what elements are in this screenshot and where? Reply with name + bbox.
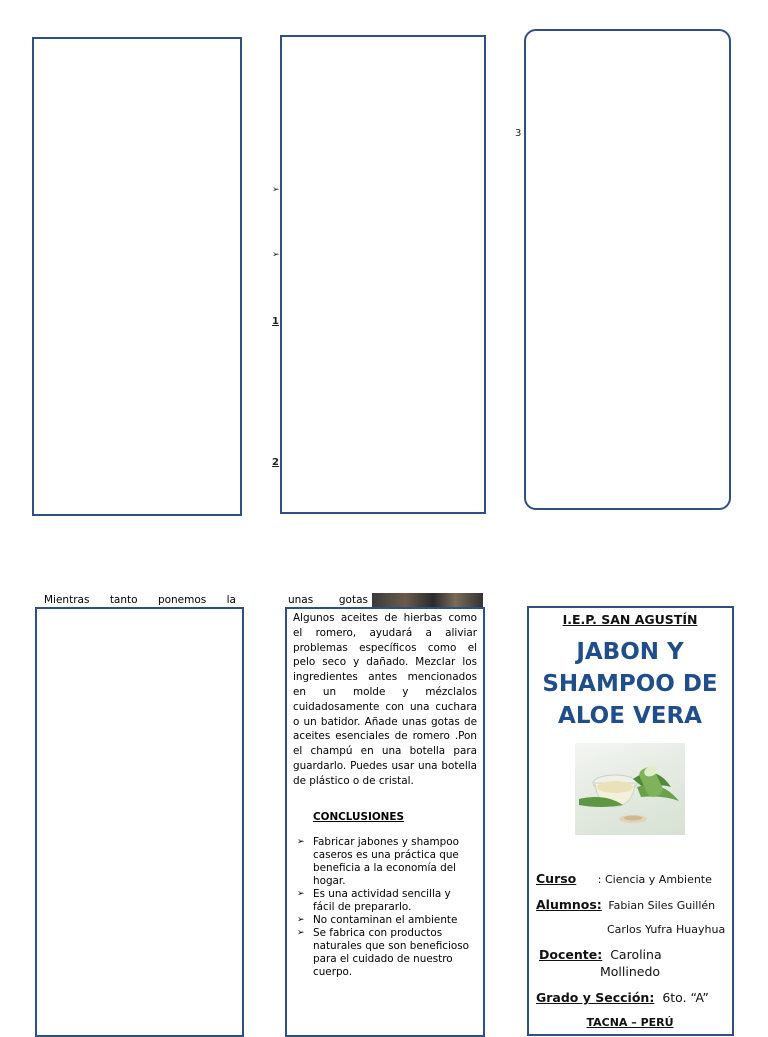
aloe-vera-photo [575, 743, 685, 835]
list-item: ➢ Fabricar jabones y shampoo caseros es una práctica que beneficia a la economía del hogar. [297, 836, 459, 887]
page-number-3: 3 [515, 128, 522, 139]
grade-label: Grado y Sección: [536, 990, 655, 1005]
word: tanto [109, 594, 138, 606]
brochure-title: JABON Y SHAMPOO DE ALOE VERA [542, 639, 718, 729]
conclusions-list [297, 836, 473, 979]
word: ponemos [157, 594, 207, 606]
course-label: Curso [536, 871, 577, 886]
students-label: Alumnos: [536, 897, 602, 912]
overflow-text-middle [288, 594, 368, 606]
conclusions-heading: CONCLUSIONES [313, 811, 404, 823]
word: Mientras [44, 594, 90, 606]
word: gotas [338, 594, 368, 606]
grade-row [536, 990, 709, 1005]
course-row [536, 871, 712, 886]
bottom-left-panel [35, 607, 244, 1037]
arrow-bullet-icon: ➢ [297, 928, 305, 938]
teacher-row [539, 947, 662, 962]
school-name: I.E.P. SAN AGUSTÍN [562, 612, 698, 627]
teacher-surname: Mollinedo [600, 964, 661, 979]
arrow-bullet-icon: ➢ [297, 915, 305, 925]
location-footer: TACNA – PERÚ [586, 1016, 674, 1029]
arrow-bullet-icon: ➢ [272, 250, 280, 260]
step-number-2: 2 [272, 457, 279, 468]
arrow-bullet-icon: ➢ [297, 889, 305, 899]
course-value: : Ciencia y Ambiente [597, 873, 712, 886]
list-item: ➢ Es una actividad sencilla y fácil de prepararlo. [297, 888, 451, 913]
student-name: Fabian Siles Guillén [608, 899, 716, 912]
overflow-text-left [44, 594, 236, 606]
teacher-name: Carolina [610, 947, 662, 962]
top-right-panel [524, 29, 731, 510]
teacher-label: Docente: [539, 947, 603, 962]
grade-value: 6to. “A” [662, 990, 709, 1005]
step-number-1: 1 [272, 316, 279, 327]
students-row [536, 897, 715, 912]
aloe-vera-illustration [575, 743, 685, 835]
student-name: Carlos Yufra Huayhua [607, 923, 726, 936]
word: unas [288, 594, 314, 606]
arrow-bullet-icon: ➢ [272, 185, 280, 195]
top-middle-panel [280, 35, 486, 514]
list-item: ➢ No contaminan el ambiente [297, 914, 458, 926]
arrow-bullet-icon: ➢ [297, 837, 305, 847]
word: la [226, 594, 236, 606]
top-left-panel [32, 37, 242, 516]
instructions-paragraph: Algunos aceites de hierbas como el romero, ayudará a aliviar problemas específicos como el pelo seco y dañado. Mezclar los ingredientes antes mencionados en un molde y mézclalos cuidadosamente con una cuchara o un batidor. Añade unas gotas de aceites esenciales de romero .Pon el champú en una botella para guardarlo. Puedes usar una botella de plástico o de cristal. [293, 612, 477, 787]
list-item: ➢ Se fabrica con productos naturales que son beneficioso para el cuidado de nuestro cuerpo. [297, 927, 470, 978]
